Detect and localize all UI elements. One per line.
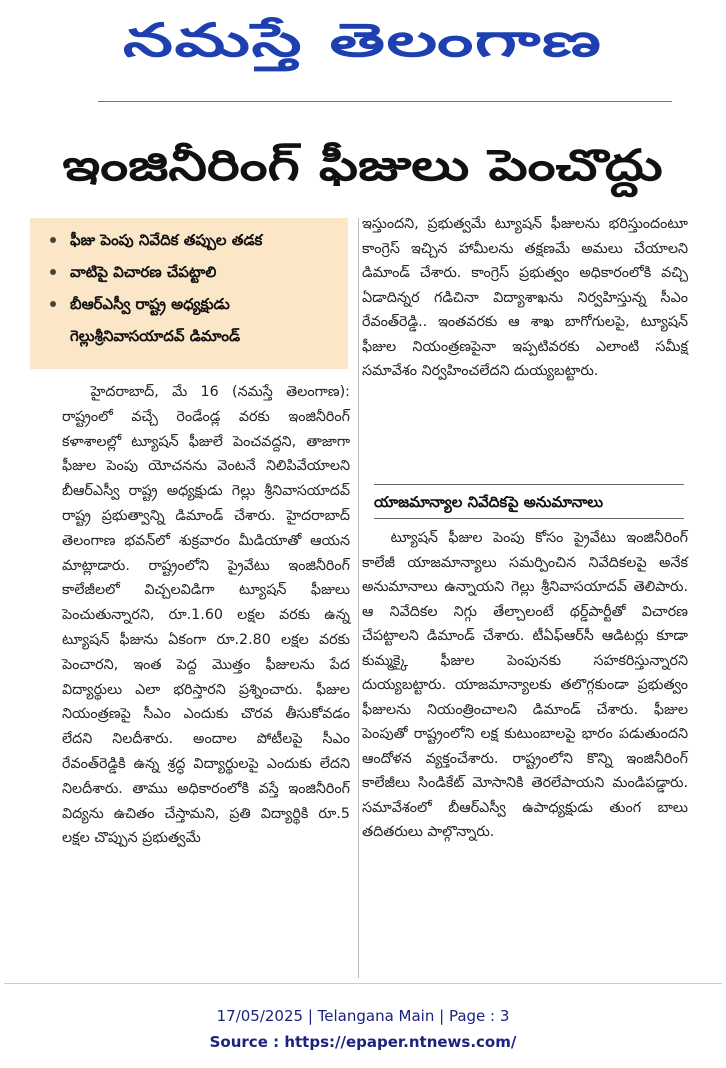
body-paragraph: ట్యూషన్ ఫీజుల పెంపు కోసం ప్రైవేటు ఇంజినీరింగ్ కాలేజీ యాజమాన్యాలు సమర్పించిన నివేదికలపై అనేక అనుమానాలు ఉన్నాయని గెల్లు శ్రీనివాసయాదవ్ తెలిపారు. ఆ నివేదికల నిగ్గు తేల్చాలంటే థర్డ్‌పార్టీతో విచారణ చేపట్టాలని డిమాండ్ చేశారు. టీఏఫ్‌ఆర్‌సీ ఆడిటర్లు కూడా కుమ్మక్కై ఫీజుల పెంపునకు సహకరిస్తున్నారని దుయ్యబట్టారు. యాజమాన్యాలకు తలొగ్గకుండా ప్రభుత్వం ఫీజులను నియంత్రించాలని డిమాండ్ చేశారు. ఫీజుల పెంపుతో రాష్ట్రంలోని లక్ష కుటుంబాలపై భారం పడుతుందని ఆందోళన వ్యక్తంచేశారు. రాష్ట్రంలోని కొన్ని ఇంజినీరింగ్ కాలేజీలు సిండికేట్ మోసానికి తెరలేపాయని మండిపడ్డారు. సమావేశంలో బీఆర్‌ఎస్వీ ఉపాధ్యక్షుడు తుంగ బాలు తదితరులు పాల్గొన్నారు. (362, 530, 688, 840)
newspaper-clipping (12, 8, 714, 978)
highlight-item-continued: గెల్లుశ్రీనివాసయాదవ్ డిమాండ్ (70, 327, 241, 345)
body-paragraph: హైదరాబాద్, మే 16 (నమస్తే తెలంగాణ): రాష్ట్రంలో వచ్చే రెండేండ్ల వరకు ఇంజినీరింగ్ కళాశాలల్లో ట్యూషన్ ఫీజులే పెంచవద్దని, తాజాగా ఫీజుల పెంపు యోచనను వెంటనే నిలిపివేయాలని బీఆర్‌ఎస్వీ రాష్ట్ర అధ్యక్షుడు గెల్లు శ్రీనివాసయాదవ్ రాష్ట్ర ప్రభుత్వాన్ని డిమాండ్ చేశారు. హైదరాబాద్ తెలంగాణ భవన్‌లో శుక్రవారం మీడియాతో ఆయన మాట్లాడారు. రాష్ట్రంలోని ప్రైవేటు ఇంజినీరింగ్ కాలేజీలలో విచ్చలవిడిగా ట్యూషన్ ఫీజులు పెంచుతున్నారని, రూ.1.60 లక్షల వరకు ఉన్న ట్యూషన్ ఫీజును ఏకంగా రూ.2.80 లక్షల వరకు పెంచారని, ఇంత పెద్ద మొత్తం ఫీజులను పేద విద్యార్థులు ఎలా భరిస్తారని ప్రశ్నించారు. ఫీజుల నియంత్రణపై సీఎం ఎందుకు చొరవ తీసుకోవడం లేదని నిలదీశారు. అందాల పోటీలపై సీఎం రేవంత్‌రెడ్డికి ఉన్న శ్రద్ధ విద్యార్థులపై ఎందుకు లేదని నిలదీశారు. తాము అధికారంలోకి వస్తే ఇంజినీరింగ్ విద్యను ఉచితం చేస్తామని, ప్రతి విద్యార్థికి రూ.5 లక్షల చొప్పున ప్రభుత్వమే (62, 384, 350, 847)
highlight-item: బీఆర్‌ఎస్వీ రాష్ట్ర అధ్యక్షుడు (48, 288, 348, 320)
headline (12, 126, 714, 216)
source-footer (0, 1003, 726, 1055)
body-paragraph: ఇస్తుందని, ప్రభుత్వమే ట్యూషన్ ఫీజులను భరిస్తుందంటూ కాంగ్రెస్ ఇచ్చిన హామీలను తక్షణమే అమలు చేయాలని డిమాండ్ చేశారు. కాంగ్రెస్ ప్రభుత్వం అధికారంలోకి వచ్చి ఏడాదిన్నర గడిచినా విద్యాశాఖను నిర్వహిస్తున్న సీఎం రేవంత్‌రెడ్డి.. ఇంతవరకు ఆ శాఖ బాగోగులపై, ట్యూషన్ ఫీజుల నియంత్రణపైనా ఇప్పటివరకు ఎలాంటి సమీక్ష సమావేశం నిర్వహించలేదని దుయ్యబట్టారు. (362, 216, 688, 379)
column-divider (358, 218, 359, 978)
masthead-rule (98, 101, 672, 102)
headline-text: ఇంజినీరింగ్ ఫీజులు పెంచొద్దు (62, 141, 664, 191)
footer-date-edition: 17/05/2025 | Telangana Main | Page : 3 (216, 1007, 510, 1025)
article-body-right-bottom (362, 526, 688, 845)
page-bottom-rule (4, 983, 722, 984)
subhead-rule-bottom (374, 518, 684, 519)
masthead-title: నమస్తే తెలంగాణ (123, 13, 603, 67)
highlights-list (30, 218, 348, 352)
bullet-icon (50, 237, 56, 243)
footer-source-link[interactable]: Source : https://epaper.ntnews.com/ (209, 1033, 517, 1051)
highlights-box (30, 218, 348, 369)
bullet-icon (50, 301, 56, 307)
masthead (12, 8, 714, 84)
highlight-item: వాటిపై విచారణ చేపట్టాలి (48, 256, 348, 288)
subhead-rule-top (374, 484, 684, 485)
article-body-left (62, 380, 350, 851)
highlight-item: ఫీజు పెంపు నివేదిక తప్పుల తడక (48, 224, 348, 256)
bullet-icon (50, 269, 56, 275)
article-body-right-top (362, 212, 688, 384)
subheading: యాజమాన్యాల నివేదికపై అనుమానాలు (374, 493, 604, 511)
